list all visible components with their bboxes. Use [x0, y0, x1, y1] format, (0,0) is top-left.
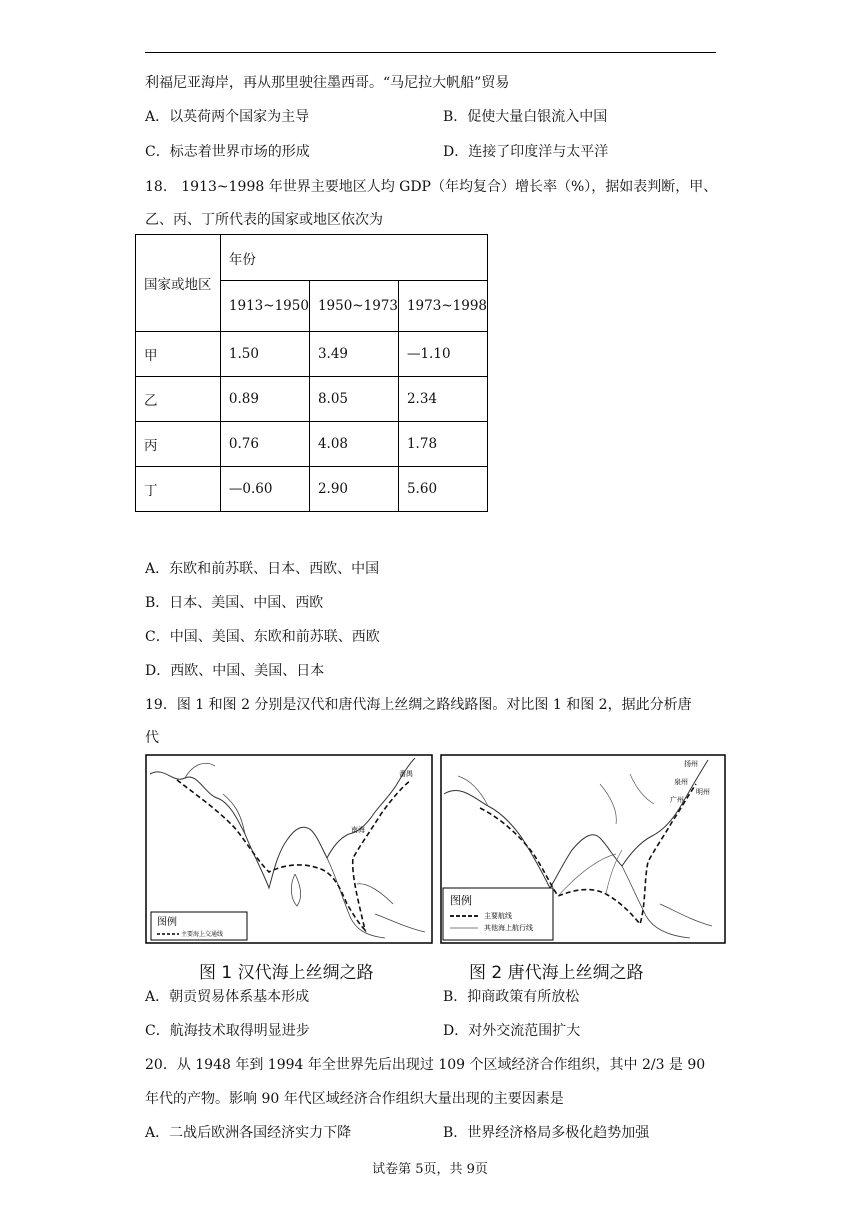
table-cell: 4.08 [309, 422, 398, 467]
map2-place-label: 扬州 [684, 760, 698, 768]
map1-place-label: 番禺 [399, 770, 413, 778]
table-row-label: 丁 [136, 467, 221, 512]
map2-caption: 图 2 唐代海上丝绸之路 [469, 963, 644, 983]
table-row-label: 甲 [136, 332, 221, 377]
q18-option-d: D．西欧、中国、美国、日本 [145, 663, 325, 679]
question-17-stem-continuation: 利福尼亚海岸，再从那里驶往墨西哥。“马尼拉大帆船”贸易 [145, 75, 510, 91]
q18-option-b: B．日本、美国、中国、西欧 [145, 595, 324, 611]
q19-stem-line2: 代 [145, 730, 159, 746]
q19-option-d: D．对外交流范围扩大 [443, 1023, 581, 1039]
q19-option-c: C．航海技术取得明显进步 [145, 1023, 310, 1039]
table-cell: 1.50 [220, 332, 309, 377]
table-cell: —1.10 [398, 332, 487, 377]
q20-stem-line2: 年代的产物。影响 90 年代区域经济合作组织大量出现的主要因素是 [145, 1091, 564, 1107]
map1-legend-title: 图例 [157, 917, 177, 928]
table-header-region: 国家或地区 [136, 235, 221, 332]
table-header-period: 1950~1973 [309, 281, 398, 332]
map2-place-label: 泉州 [674, 778, 688, 786]
gdp-growth-table [135, 234, 488, 512]
table-row-label: 乙 [136, 377, 221, 422]
map2-legend-other: 其他海上航行线 [484, 924, 533, 932]
table-cell: 0.89 [220, 377, 309, 422]
q17-option-d: D．连接了印度洋与太平洋 [443, 144, 609, 160]
table-cell: —0.60 [220, 467, 309, 512]
q17-option-c: C．标志着世界市场的形成 [145, 144, 310, 160]
table-cell: 2.90 [309, 467, 398, 512]
table-cell: 0.76 [220, 422, 309, 467]
table-header-period: 1913~1950 [220, 281, 309, 332]
table-row [136, 377, 488, 422]
table-row-label: 丙 [136, 422, 221, 467]
table-cell: 8.05 [309, 377, 398, 422]
table-header-period: 1973~1998 [398, 281, 487, 332]
q19-option-b: B．抑商政策有所放松 [443, 989, 580, 1005]
table-row [136, 422, 488, 467]
map1-caption: 图 1 汉代海上丝绸之路 [199, 963, 374, 983]
table-header-year: 年份 [220, 235, 487, 281]
q19-stem-line1: 19．图 1 和图 2 分别是汉代和唐代海上丝绸之路线路图。对比图 1 和图 2，据此分析唐 [145, 697, 692, 713]
q17-option-b: B．促使大量白银流入中国 [443, 109, 608, 125]
q18-stem-line1: 18. 1913~1998 年世界主要地区人均 GDP（年均复合）增长率（%），据如表判断，甲、 [145, 179, 718, 195]
han-silk-road-map [145, 754, 433, 944]
page-footer: 试卷第 5页，共 9页 [372, 1162, 488, 1177]
q20-option-b: B．世界经济格局多极化趋势加强 [443, 1125, 650, 1141]
tang-silk-road-map [440, 754, 726, 944]
q18-option-c: C．中国、美国、东欧和前苏联、西欧 [145, 629, 380, 645]
header-rule [145, 52, 716, 53]
q20-stem-line1: 20．从 1948 年到 1994 年全世界先后出现过 109 个区域经济合作组织，其中 2/3 是 90 [145, 1057, 706, 1073]
q17-option-a: A．以英荷两个国家为主导 [145, 109, 310, 125]
q18-stem-line2: 乙、丙、丁所代表的国家或地区依次为 [145, 212, 383, 228]
table-cell: 2.34 [398, 377, 487, 422]
table-cell: 3.49 [309, 332, 398, 377]
map2-place-label: 明州 [696, 788, 710, 796]
table-row [136, 467, 488, 512]
q20-option-a: A．二战后欧洲各国经济实力下降 [145, 1125, 352, 1141]
map2-legend-title: 图例 [450, 894, 472, 907]
q18-option-a: A．东欧和前苏联、日本、西欧、中国 [145, 561, 380, 577]
map2-legend-main: 主要航线 [484, 912, 512, 920]
table-cell: 5.60 [398, 467, 487, 512]
map2-place-label: 广州 [670, 796, 684, 804]
table-cell: 1.78 [398, 422, 487, 467]
map1-legend-item: 主要海上交通线 [181, 931, 224, 938]
map1-place-label: 南海 [351, 826, 365, 834]
table-row [136, 332, 488, 377]
q19-option-a: A．朝贡贸易体系基本形成 [145, 989, 310, 1005]
